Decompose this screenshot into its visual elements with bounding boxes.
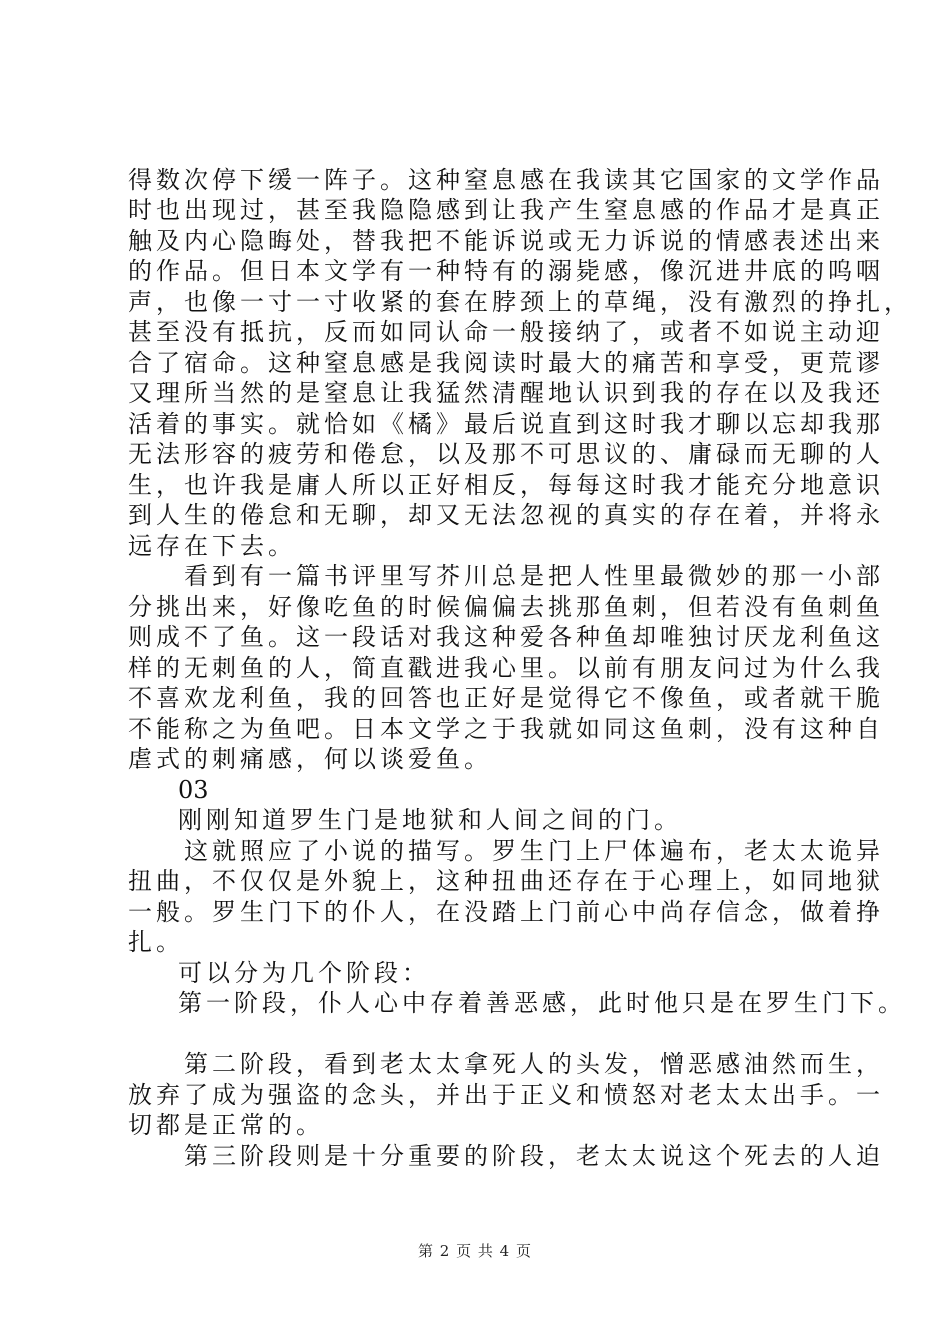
text-line: 远存在下去。 — [128, 532, 296, 560]
text-line: 看到有一篇书评里写芥川总是把人性里最微妙的那一小部 — [184, 562, 884, 590]
text-line: 无法形容的疲劳和倦怠，以及那不可思议的、庸碌而无聊的人 — [128, 440, 884, 468]
text-line: 扎。 — [128, 928, 184, 956]
text-line: 则成不了鱼。这一段话对我这种爱各种鱼却唯独讨厌龙利鱼这 — [128, 623, 884, 651]
text-line: 得数次停下缓一阵子。这种窒息感在我读其它国家的文学作品 — [128, 166, 884, 194]
text-line: 合了宿命。这种窒息感是我阅读时最大的痛苦和享受，更荒谬 — [128, 349, 884, 377]
text-line: 时也出现过，甚至我隐隐感到让我产生窒息感的作品才是真正 — [128, 196, 884, 224]
text-line: 第三阶段则是十分重要的阶段，老太太说这个死去的人迫 — [184, 1142, 884, 1170]
text-line: 生，也许我是庸人所以正好相反，每每这时我才能充分地意识 — [128, 471, 884, 499]
text-line: 第二阶段，看到老太太拿死人的头发，憎恶感油然而生， — [184, 1050, 884, 1078]
text-line: 这就照应了小说的描写。罗生门上尸体遍布，老太太诡异 — [184, 837, 884, 865]
text-line: 分挑出来，好像吃鱼的时候偏偏去挑那鱼刺，但若没有鱼刺鱼 — [128, 593, 884, 621]
text-line: 虐式的刺痛感，何以谈爱鱼。 — [128, 745, 492, 773]
text-line: 一般。罗生门下的仆人，在没踏上门前心中尚存信念，做着挣 — [128, 898, 884, 926]
text-line: 切都是正常的。 — [128, 1111, 324, 1139]
text-line: 放弃了成为强盗的念头，并出于正义和愤怒对老太太出手。一 — [128, 1081, 884, 1109]
text-line: 样的无刺鱼的人，简直戳进我心里。以前有朋友问过为什么我 — [128, 654, 884, 682]
page-footer — [0, 1240, 950, 1261]
text-line: 到人生的倦怠和无聊，却又无法忽视的真实的存在着，并将永 — [128, 501, 884, 529]
text-line: 第一阶段，仆人心中存着善恶感，此时他只是在罗生门下。 — [178, 989, 906, 1017]
text-line: 甚至没有抵抗，反而如同认命一般接纳了，或者不如说主动迎 — [128, 318, 884, 346]
text-line: 不能称之为鱼吧。日本文学之于我就如同这鱼刺，没有这种自 — [128, 715, 884, 743]
text-line: 的作品。但日本文学有一种特有的溺毙感，像沉进井底的呜咽 — [128, 257, 884, 285]
section-number: 03 — [178, 776, 209, 804]
text-line: 可以分为几个阶段： — [178, 959, 430, 987]
text-line: 又理所当然的是窒息让我猛然清醒地认识到我的存在以及我还 — [128, 379, 884, 407]
text-line: 刚刚知道罗生门是地狱和人间之间的门。 — [178, 806, 682, 834]
text-line: 触及内心隐晦处，替我把不能诉说或无力诉说的情感表述出来 — [128, 227, 884, 255]
text-line: 声，也像一寸一寸收紧的套在脖颈上的草绳，没有激烈的挣扎， — [128, 288, 912, 316]
text-line: 活着的事实。就恰如《橘》最后说直到这时我才聊以忘却我那 — [128, 410, 884, 438]
page-number-label: 第 2 页 共 4 页 — [418, 1242, 532, 1260]
text-line: 不喜欢龙利鱼，我的回答也正好是觉得它不像鱼，或者就干脆 — [128, 684, 884, 712]
text-line: 扭曲，不仅仅是外貌上，这种扭曲还存在于心理上，如同地狱 — [128, 867, 884, 895]
